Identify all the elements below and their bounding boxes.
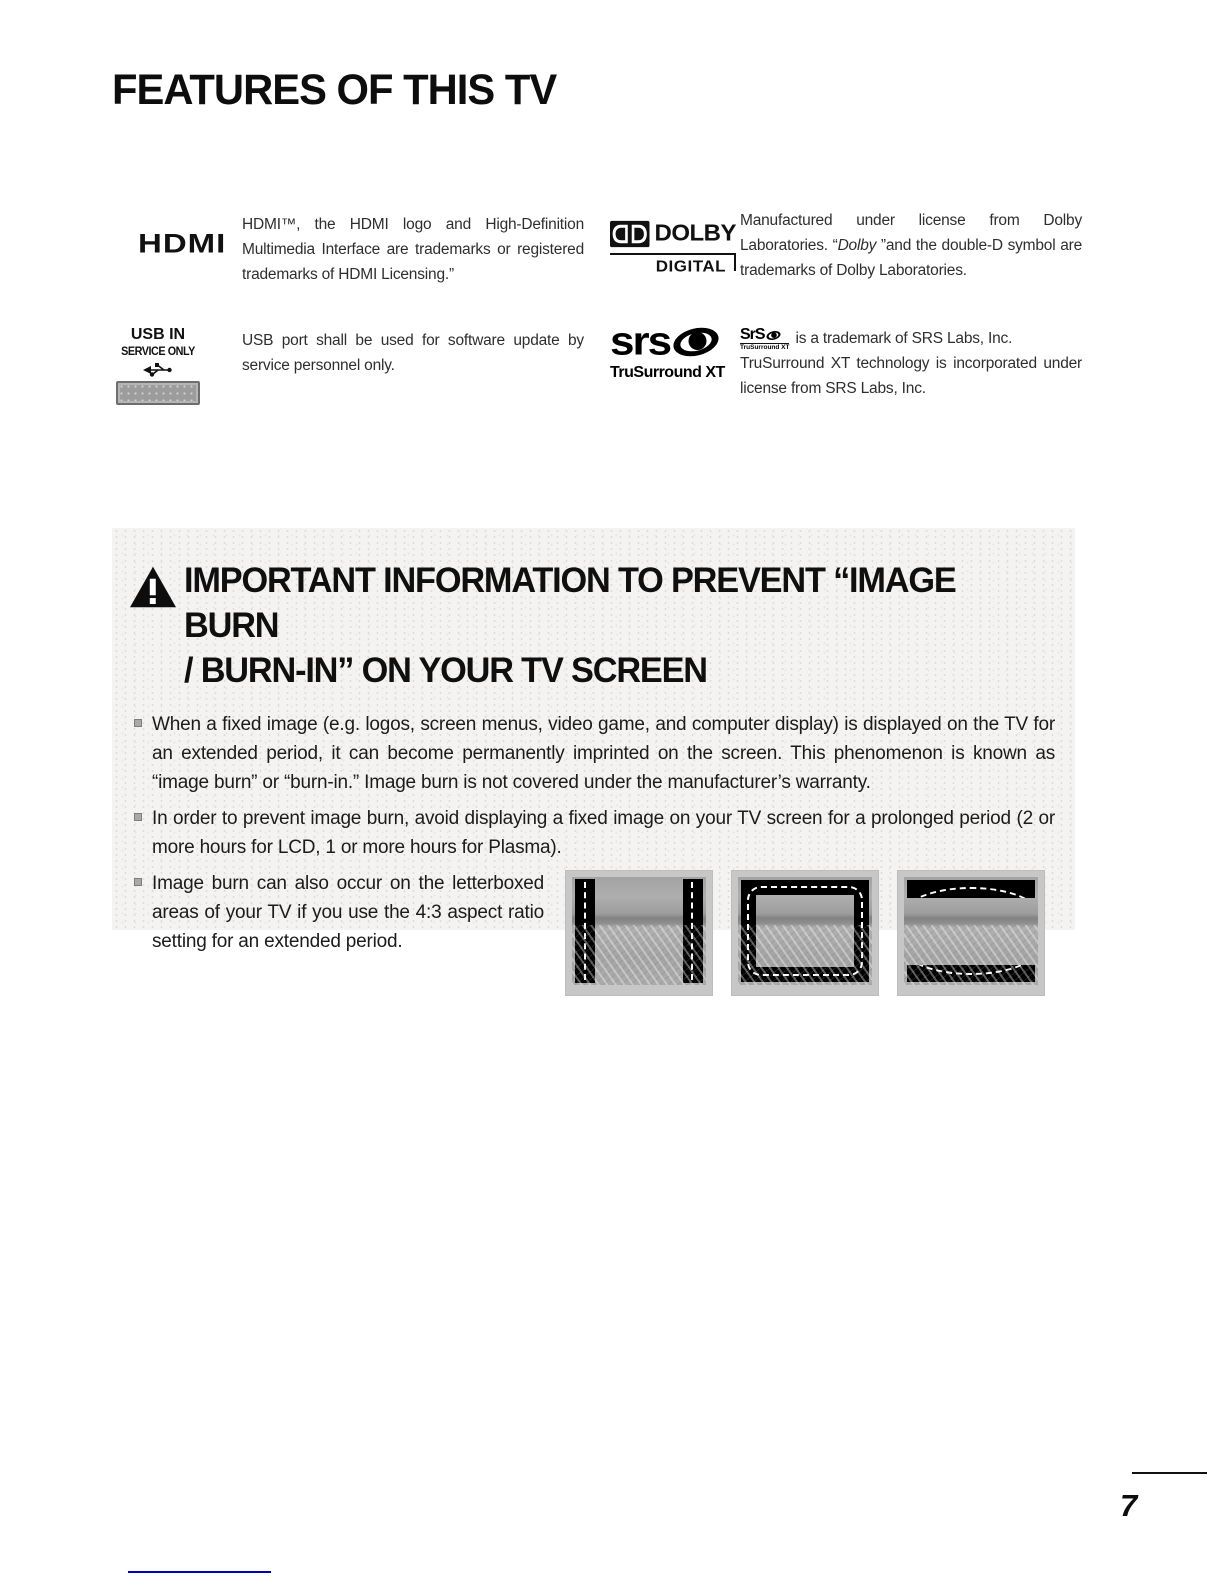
warning-heading-line1: IMPORTANT INFORMATION TO PREVENT “IMAGE BURN xyxy=(184,561,956,645)
footer-blue-line xyxy=(128,1571,271,1573)
warning-heading-line2: / BURN-IN” ON YOUR TV SCREEN xyxy=(184,651,707,690)
dolby-text-before: Manufactured under license from Dolby Laboratories. “ xyxy=(740,212,1082,254)
border-burn-screen-image xyxy=(732,871,878,995)
bullet-square-icon xyxy=(134,719,142,727)
dolby-logo-word: DOLBY xyxy=(654,220,736,247)
warning-heading xyxy=(184,558,1038,693)
warning-bullet-3 xyxy=(128,869,1055,995)
warning-triangle-icon xyxy=(130,566,176,608)
border-burn-frame xyxy=(741,880,868,983)
dolby-logo-top xyxy=(610,218,736,255)
pillarbox-screen-image xyxy=(566,871,712,995)
dolby-digital-logo xyxy=(610,218,736,277)
srs-logo-sub: TruSurround XT xyxy=(610,364,725,381)
warning-bullet-3-text: Image burn can also occur on the letterboxed areas of your TV if you use the 4:3 aspect ratio setting for an extended period. xyxy=(152,873,544,952)
pillarbox-right-bar xyxy=(683,879,703,983)
service-only-label: SERVICE ONLY xyxy=(121,344,195,358)
letterbox-top-bar xyxy=(907,880,1034,897)
warning-bullet-1 xyxy=(128,710,1055,797)
letterbox-photo xyxy=(904,877,1038,985)
warning-bullet-2 xyxy=(128,804,1055,862)
letterbox-screen-image xyxy=(898,871,1044,995)
usb-service-label xyxy=(112,326,204,405)
srs-inline-logo xyxy=(740,328,789,351)
srs-logo-top xyxy=(610,319,730,364)
bullet-square-icon xyxy=(134,813,142,821)
srs-inline-eye-icon xyxy=(766,330,781,341)
double-d-icon xyxy=(610,218,650,250)
dolby-logo-tick xyxy=(734,253,736,271)
warning-heading-row xyxy=(128,558,1055,693)
letterbox-bottom-bar xyxy=(907,965,1034,982)
dolby-logo-digital: DIGITAL xyxy=(655,258,726,276)
dolby-logo-sub-row xyxy=(610,257,736,277)
pillarbox-left-bar xyxy=(575,879,595,983)
pillarbox-photo xyxy=(572,877,706,985)
page-number: 7 xyxy=(1120,1488,1138,1523)
bullet-square-icon xyxy=(134,878,142,886)
srs-trademark-text xyxy=(740,326,1082,401)
border-burn-photo xyxy=(738,877,872,985)
srs-logo-word: srs xyxy=(610,319,671,364)
srs-eye-icon xyxy=(672,325,720,359)
srs-inline-logo-word: SrS xyxy=(740,326,765,343)
dolby-text-after: ”and the double-D symbol are trademarks of Dolby Laboratories. xyxy=(740,237,1082,279)
warning-bullet-2-text: In order to prevent image burn, avoid displaying a fixed image on your TV screen for a prolonged period (2 or more hours for LCD, 1 or more hours for Plasma). xyxy=(152,808,1055,858)
hdmi-trademark-text: HDMI™, the HDMI logo and High-Definition Multimedia Interface are trademarks or registered trademarks of HDMI Licensing.” xyxy=(242,216,584,283)
page-number-rule xyxy=(1132,1472,1207,1474)
srs-text-rest: TruSurround XT technology is incorporated under license from SRS Labs, Inc. xyxy=(740,355,1082,397)
warning-bullet-list xyxy=(128,710,1055,995)
dolby-trademark-text xyxy=(740,208,1082,283)
burn-example-images xyxy=(566,871,1044,995)
usb-in-label: USB IN xyxy=(130,326,186,343)
page-title: FEATURES OF THIS TV xyxy=(112,66,557,114)
srs-text-line1: is a trademark of SRS Labs, Inc. xyxy=(795,330,1013,347)
warning-bullet-1-text: When a fixed image (e.g. logos, screen menus, video game, and computer display) is displayed on the TV for an extended period, it can become permanently imprinted on the screen. This phenomenon is known as “image burn” or “burn-in.” Image burn is not covered under the manufacturer’s warranty. xyxy=(152,714,1055,793)
usb-trademark-text: USB port shall be used for software update by service personnel only. xyxy=(242,332,584,374)
hdmi-logo: HDMI xyxy=(138,228,227,259)
srs-inline-logo-sub: TruSurround XT xyxy=(740,344,790,351)
image-burn-warning-box xyxy=(112,528,1075,952)
dolby-text-italic: Dolby xyxy=(837,237,877,254)
usb-port-image xyxy=(116,381,200,405)
srs-inline-logo-top xyxy=(740,328,789,344)
srs-trusurround-logo xyxy=(610,319,730,382)
usb-trident-icon xyxy=(143,361,173,377)
